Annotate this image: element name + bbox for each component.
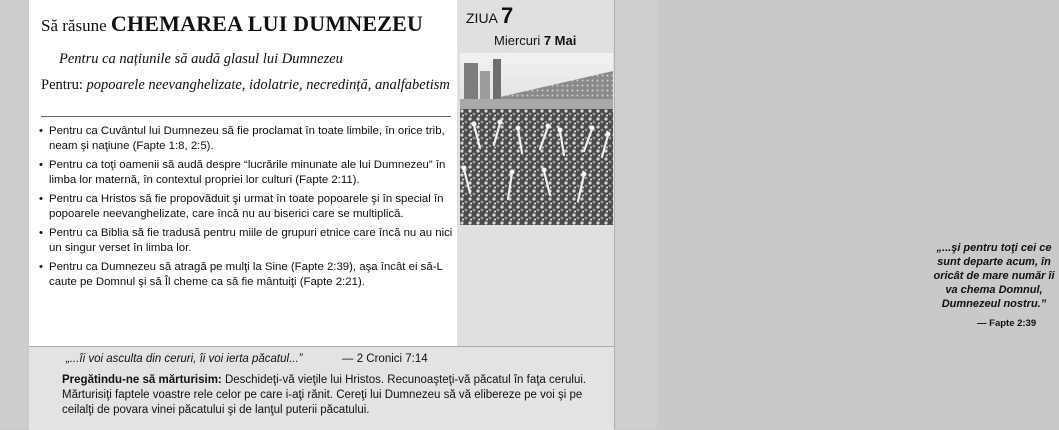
right-edge-panel bbox=[614, 0, 657, 429]
verse-quote: „...îi voi asculta din ceruri, îi voi ierta păcatul...” bbox=[66, 353, 303, 365]
side-quote-reference: — Fapte 2:39 bbox=[977, 318, 1037, 329]
prayer-targets-label: Pentru: bbox=[41, 77, 87, 93]
preparation-text bbox=[62, 373, 607, 418]
day-number: 7 bbox=[501, 3, 514, 28]
prayer-point: • Pentru ca Dumnezeu să atragă pe mulţi la Sine (Fapte 2:39), aşa încât ei să-L caute pe Domnul şi să Îl cheme ca să fie mântuiţi (Fapte 2:21). bbox=[37, 260, 457, 290]
day-label: ZIUA bbox=[466, 10, 502, 26]
date-day-month: 7 Mai bbox=[543, 33, 577, 48]
prayer-point: • Pentru ca Hristos să fie propovăduit şi urmat în toate popoarele şi în special în popoarele neevanghelizate, care încă nu au biserici care se multiplică. bbox=[37, 192, 457, 222]
section-divider bbox=[41, 116, 451, 117]
crowd-worship-photo bbox=[460, 53, 613, 225]
prayer-targets-items: popoarele neevanghelizate, idolatrie, necredință, analfabetism bbox=[86, 77, 450, 93]
page-title bbox=[41, 11, 423, 37]
date-line bbox=[494, 33, 576, 48]
date-weekday: Miercuri bbox=[494, 33, 544, 48]
prayer-point: • Pentru ca Cuvântul lui Dumnezeu să fie proclamat în toate limbile, în orice trib, neam şi naţiune (Fapte 1:8, 2:5). bbox=[37, 124, 457, 154]
verse-reference: — 2 Cronici 7:14 bbox=[342, 353, 428, 365]
left-frame-strip bbox=[0, 0, 29, 429]
prayer-point: • Pentru ca toţi oamenii să audă despre “lucrările minunate ale lui Dumnezeu” în limba lor maternă, în contextul propriei lor culturi (Fapte 2:11). bbox=[37, 158, 457, 188]
main-content-panel bbox=[29, 0, 457, 346]
preparation-body: Deschideţi-vă vieţile lui Hristos. Recunoaşteţi-vă păcatul în faţa cerului. Mărturisiţi faptele voastre rele celor pe care i-aţi rănit. Cereţi lui Dumnezeu să vă elibereze pe voi şi pe ceilalţi de povara vinei păcatului şi de lanţul puterii păcatului. bbox=[62, 374, 587, 416]
side-quote: „...şi pentru toţi cei ce sunt departe acum, în oricât de mare număr îi va chema Domnul, Dumnezeul nostru.” bbox=[933, 242, 1055, 310]
preparation-label: Pregătindu-ne să mărturisim: bbox=[62, 374, 222, 386]
page-subtitle: Pentru ca națiunile să audă glasul lui Dumnezeu bbox=[59, 51, 343, 67]
title-prefix: Să răsune bbox=[41, 16, 111, 35]
prayer-targets bbox=[41, 77, 450, 94]
title-main: CHEMAREA LUI DUMNEZEU bbox=[110, 11, 424, 36]
day-heading bbox=[466, 3, 513, 29]
prayer-points-list bbox=[37, 124, 457, 294]
prayer-point: • Pentru ca Biblia să fie tradusă pentru miile de grupuri etnice care încă nu au nici un singur verset în limba lor. bbox=[37, 226, 457, 256]
